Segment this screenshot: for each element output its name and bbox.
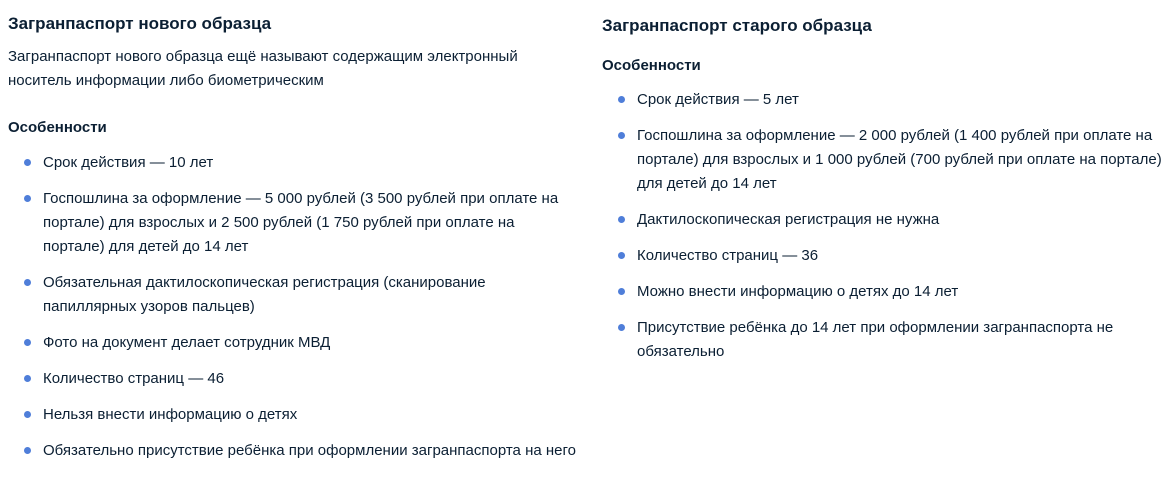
list-item	[8, 367, 578, 391]
old-passport-title: Загранпаспорт старого образца	[602, 16, 872, 35]
bullet-icon	[24, 339, 31, 346]
list-item-text: Срок действия — 5 лет	[637, 91, 799, 108]
old-passport-features-heading: Особенности	[602, 57, 701, 74]
old-passport-section	[602, 0, 1164, 376]
old-passport-features-list	[602, 88, 1164, 364]
list-item-text: Дактилоскопическая регистрация не нужна	[637, 211, 940, 228]
list-item-text: Можно внести информацию о детях до 14 лет	[637, 283, 959, 300]
list-item	[8, 439, 578, 463]
bullet-icon	[618, 132, 625, 139]
new-passport-features-heading: Особенности	[8, 119, 107, 136]
list-item	[8, 187, 578, 259]
list-item-text: Фото на документ делает сотрудник МВД	[43, 334, 331, 351]
list-item	[8, 331, 578, 355]
list-item	[8, 271, 578, 319]
list-item-text: Срок действия — 10 лет	[43, 154, 214, 171]
list-item	[602, 244, 1164, 268]
list-item-text: Обязательно присутствие ребёнка при оформлении загранпаспорта на него	[43, 442, 576, 459]
list-item	[602, 316, 1164, 364]
list-item-text: Госпошлина за оформление — 5 000 рублей (3 500 рублей при оплате на портале) для взрослых и 2 500 рублей (1 750 рублей при оплате на портале) для детей до 14 лет	[43, 190, 559, 255]
bullet-icon	[618, 216, 625, 223]
list-item-text: Количество страниц — 36	[637, 247, 819, 264]
list-item-text: Присутствие ребёнка до 14 лет при оформлении загранпаспорта не обязательно	[637, 319, 1114, 360]
list-item-text: Госпошлина за оформление — 2 000 рублей (1 400 рублей при оплате на портале) для взрослых и 1 000 рублей (700 рублей при оплате на портале) для детей до 14 лет	[637, 127, 1162, 192]
bullet-icon	[618, 252, 625, 259]
bullet-icon	[24, 195, 31, 202]
list-item	[602, 280, 1164, 304]
list-item	[602, 208, 1164, 232]
new-passport-title: Загранпаспорт нового образца	[8, 14, 272, 33]
bullet-icon	[618, 324, 625, 331]
bullet-icon	[618, 96, 625, 103]
new-passport-features-list	[8, 151, 578, 463]
bullet-icon	[24, 447, 31, 454]
bullet-icon	[24, 279, 31, 286]
new-passport-section	[8, 0, 578, 475]
list-item-text: Обязательная дактилоскопическая регистрация (сканирование папиллярных узоров пальцев)	[43, 274, 486, 315]
new-passport-description: Загранпаспорт нового образца ещё называют содержащим электронный носитель информации либо биометрическим	[8, 48, 518, 89]
bullet-icon	[618, 288, 625, 295]
list-item	[602, 124, 1164, 196]
list-item	[8, 151, 578, 175]
list-item-text: Нельзя внести информацию о детях	[43, 406, 298, 423]
bullet-icon	[24, 411, 31, 418]
list-item	[602, 88, 1164, 112]
bullet-icon	[24, 159, 31, 166]
list-item	[8, 403, 578, 427]
list-item-text: Количество страниц — 46	[43, 370, 225, 387]
bullet-icon	[24, 375, 31, 382]
